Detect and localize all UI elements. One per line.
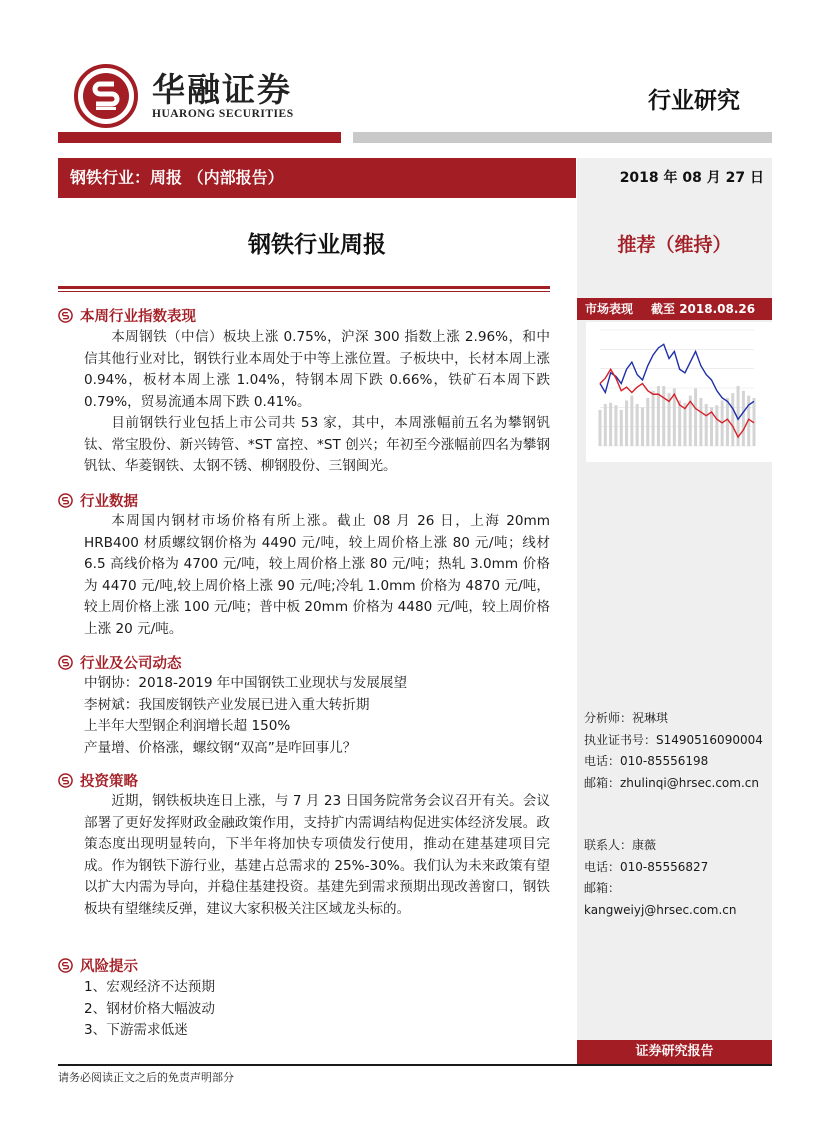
section-body-index [84,327,550,478]
chart-volume-bar [641,408,644,446]
contact-email[interactable]: 邮箱：kangweiyj@hrsec.com.cn [584,881,737,917]
contact-info [584,835,770,921]
report-type: 行业研究 [648,87,740,114]
title-rule-thin [58,291,550,292]
chart-volume-bar [646,398,649,446]
chart-volume-bar [636,404,639,446]
section-title: 风险提示 [80,958,138,975]
brand-name-cn: 华融证券 [152,70,292,109]
disclaimer-text: 请务必阅读正文之后的免责声明部分 [58,1071,234,1084]
chart-volume-bar [699,398,702,446]
footer-rule [58,1064,772,1066]
title-rule [58,286,550,289]
section-body-data [84,511,550,640]
paragraph: 本周钢铁（中信）板块上涨 0.75%，沪深 300 指数上涨 2.96%，和中信其他行业对比，钢铁行业本周处于中等上涨位置。子板块中，长材本周上涨 0.94%，板材本周上涨 1.04%，特钢本周下跌 0.66%，铁矿石本周下跌 0.79%，贸易流通本周下跌 0.41%。 [84,329,550,410]
section-body-strategy [84,791,550,920]
news-item: 中钢协：2018-2019 年中国钢铁工业现状与发展展望 [84,675,408,691]
chart-volume-bar [609,403,612,446]
analyst-info [584,708,770,794]
news-item: 李树斌：我国废钢铁产业发展已进入重大转折期 [84,696,370,713]
chart-volume-bar [694,388,697,446]
header-divider-gray [353,132,772,143]
chart-volume-bar [620,410,623,446]
paragraph: 目前钢铁行业包括上市公司共 53 家，其中，本周涨幅前五名为攀钢钒钛、常宝股份、新兴铸管、*ST 富控、*ST 创兴；年初至今涨幅前四名为攀钢钒钛、华菱钢铁、太钢不锈、柳钢股份、三钢闽光。 [84,415,550,474]
market-performance-bar [577,298,772,320]
section-heading-strategy [58,770,138,790]
chart-volume-bar [662,386,665,446]
report-date: 2018 年 08 月 27 日 [619,170,764,186]
section-bullet-icon [58,773,73,788]
section-heading-risk [58,955,138,975]
chart-volume-bar [614,405,617,446]
chart-volume-bar [630,396,633,446]
section-bullet-icon [58,308,73,323]
paragraph: 近期，钢铁板块连日上涨，与 7 月 23 日国务院常务会议召开有关。会议部署了更好发挥财政金融政策作用，支持扩内需调结构促进实体经济发展。政策态度出现明显转向，下半年将加快专项债发行使用，推动在建基建项目完成。作为钢铁下游行业，基建占总需求的 25%-30%。我们认为未来政策有望以扩大内需为导向，并稳住基建投资。基建先到需求预期出现改善窗口，钢铁板块有望继续反弹，建议大家积极关注区域龙头标的。 [84,793,550,917]
section-title: 本周行业指数表现 [80,308,196,325]
section-title: 行业数据 [80,493,138,510]
analyst-name: 分析师：祝琳琪 [584,711,669,725]
market-performance-chart [586,322,772,462]
section-title: 行业及公司动态 [80,655,182,672]
market-label: 市场表现 [585,302,634,316]
news-item: 产量增、价格涨，螺纹钢“双高”是咋回事儿？ [84,739,357,756]
section-bullet-icon [58,655,73,670]
contact-name: 联系人：康薇 [584,838,657,852]
chart-volume-bar [715,405,718,446]
document-title: 钢铁行业周报 [248,232,386,258]
chart-volume-bar [625,400,628,446]
chart-volume-bar [726,398,729,446]
header-divider-red [58,132,341,143]
section-bullet-icon [58,958,73,973]
report-category-label: 证券研究报告 [577,1040,772,1064]
news-item: 上半年大型钢企利润增长超 150% [84,718,291,734]
risk-item: 1、宏观经济不达预期 [84,979,215,995]
chart-volume-bar [742,391,745,446]
chart-volume-bar [599,410,602,446]
section-title: 投资策略 [80,773,138,790]
analyst-license: 执业证书号：S1490516090004 [584,732,763,747]
section-heading-data [58,490,138,510]
analyst-email[interactable]: 邮箱：zhulinqi@hrsec.com.cn [584,775,759,790]
section-body-news [84,673,550,759]
chart-volume-bar [652,391,655,446]
section-heading-index [58,305,196,325]
section-bullet-icon [58,493,73,508]
brand-name-en: HUARONG SECURITIES [152,108,294,120]
sidebar-panel [577,158,772,1064]
market-date: 截至 2018.08.26 [651,302,756,316]
huarong-logo [74,64,138,128]
chart-volume-bar [678,400,681,446]
paragraph: 本周国内钢材市场价格有所上涨。截止 08 月 26 日，上海 20mm HRB400 材质螺纹钢价格为 4490 元/吨，较上周价格上涨 80 元/吨；线材 6.5 高线价格为 4700 元/吨，较上周价格上涨 80 元/吨；热轧 3.0mm 价格为 4470 元/吨,较上周价格上涨 90 元/吨;冷轧 1.0mm 价格为 4870 元/吨，较上周价格上涨 100 元/吨；普中板 20mm 价格为 4480 元/吨，较上周价格上涨 20 元/吨。 [84,513,550,637]
analyst-phone: 电话：010-85556198 [584,754,709,768]
risk-item: 3、下游需求低迷 [84,1022,188,1038]
contact-phone: 电话：010-85556827 [584,859,709,874]
chart-volume-bar [604,404,607,446]
section-body-risk [84,977,550,1042]
report-title-bar: 钢铁行业：周报 （内部报告） [58,158,576,198]
recommendation-rating: 推荐（维持） [617,234,732,256]
risk-item: 2、钢材价格大幅波动 [84,1000,215,1017]
chart-volume-bar [705,404,708,446]
section-heading-news [58,652,182,672]
chart-volume-bar [731,393,734,446]
